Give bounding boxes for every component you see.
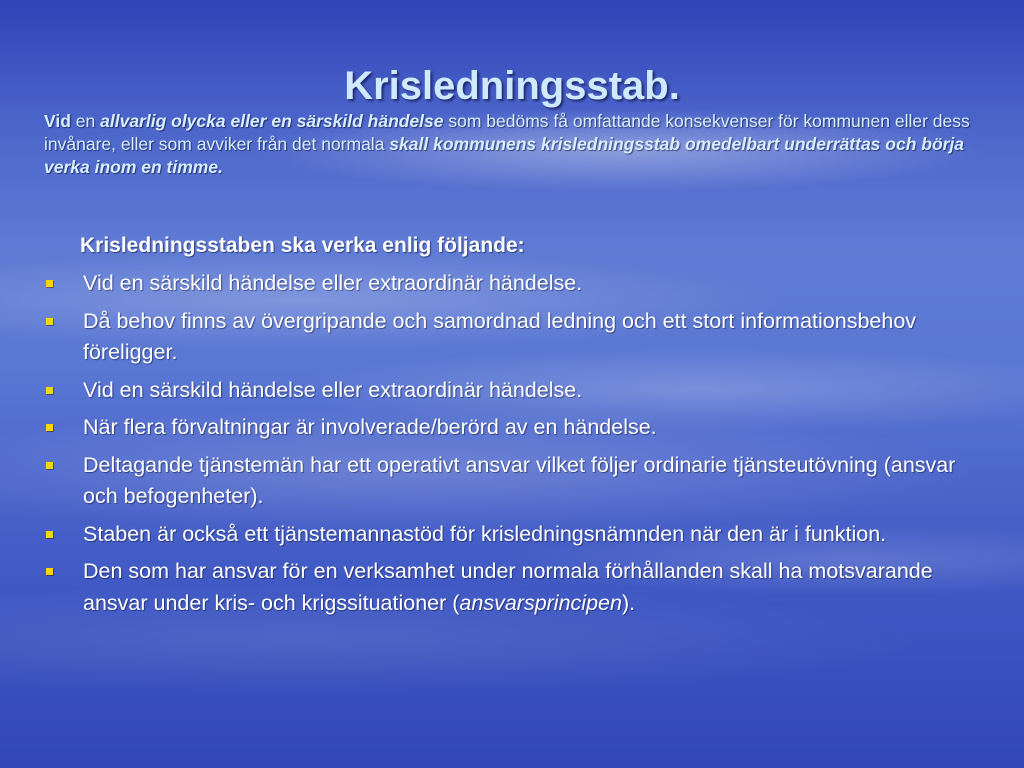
list-item-text-before: Den som har ansvar för en verksamhet under normala förhållanden skall ha motsvarande ansvar under kris- och krigssituationer (	[83, 559, 933, 615]
list-item-text-after: ).	[621, 590, 636, 615]
list-item-text: Deltagande tjänstemän har ett operativt ansvar vilket följer ordinarie tjänsteutövning (ansvar och befogenheter).	[83, 452, 956, 508]
list-item-text-italic: ansvarsprincipen	[459, 590, 622, 615]
intro-part-1: Vid	[44, 111, 71, 131]
list-item	[44, 412, 964, 444]
bullet-icon	[46, 424, 53, 431]
list-item	[44, 375, 964, 407]
list-item	[44, 306, 964, 369]
list-item	[44, 268, 964, 300]
section-heading: Krisledningsstaben ska verka enlig följande:	[80, 234, 525, 257]
bullet-list	[44, 268, 964, 625]
intro-part-2: en	[70, 111, 101, 131]
list-item	[44, 450, 964, 513]
bullet-icon	[46, 568, 53, 575]
slide-title: Krisledningsstab.	[344, 64, 680, 108]
list-item-text: När flera förvaltningar är involverade/berörd av en händelse.	[83, 415, 657, 439]
list-item-text: Då behov finns av övergripande och samordnad ledning och ett stort informationsbehov föreligger.	[83, 308, 917, 364]
intro-part-4: som bedöms få omfattande konsekvenser för kommunen eller dess invånare, eller som avviker från det normala	[44, 111, 970, 154]
list-item-text: Vid en särskild händelse eller extraordinär händelse.	[83, 271, 583, 295]
bullet-icon	[46, 462, 53, 469]
list-item-text: Vid en särskild händelse eller extraordinär händelse.	[83, 377, 583, 402]
intro-part-3: allvarlig olycka eller en särskild händelse	[100, 111, 444, 131]
list-item	[44, 556, 964, 619]
bullet-icon	[46, 387, 53, 394]
list-item-text: Staben är också ett tjänstemannastöd för krisledningsnämnden när den är i funktion.	[83, 521, 887, 546]
list-item	[44, 519, 964, 551]
intro-paragraph	[44, 110, 984, 179]
intro-part-5: skall kommunens krisledningsstab omedelbart underrättas och börja verka inom en timme.	[44, 134, 965, 177]
bullet-icon	[46, 280, 53, 287]
bullet-icon	[46, 318, 53, 325]
bullet-icon	[46, 531, 53, 538]
